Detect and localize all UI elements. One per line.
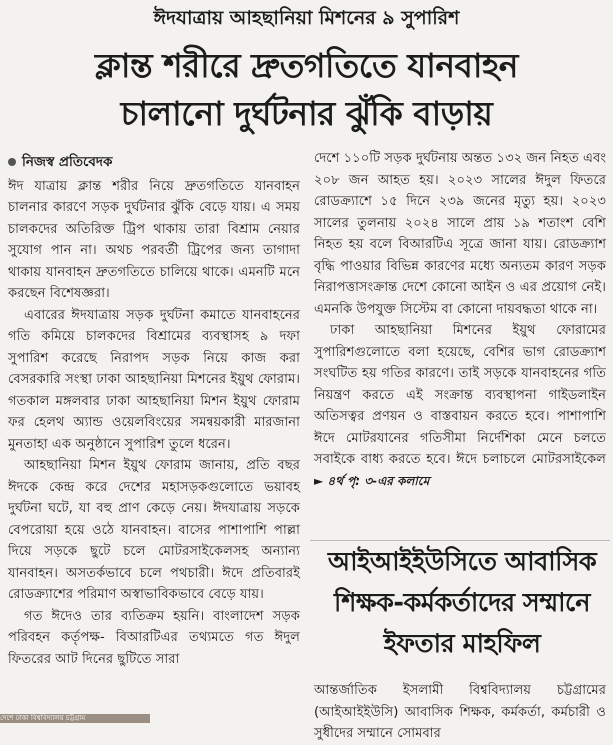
continued-text: ৪র্থ পৃ: ৩-এর কলামে [327,473,430,488]
byline-text: নিজস্ব প্রতিবেদক [22,154,113,170]
second-article-headline [316,542,608,665]
headline2-line-3: ইফতার মাহফিল [383,629,541,659]
paragraph-text: ঢাকা আহছানিয়া মিশনের ইয়ুথ ফোরামের সুপারিশগুলোতে বলা হয়েছে, বেশির ভাগ রোডক্র্যাশ সংঘটিত হয় গতির কারণে। তাই সড়কে যানবাহনের গতি নিয়ন্ত্রণ করতে এই সংক্রান্ত ব্যবস্থাপনা গাইডলাইন অতিসত্বর প্রণয়ন ও বাস্তবায়ন করতে হবে। পাশাপাশি ঈদে মোটরযানের গতিসীমা নির্দেশিকা মেনে চলতে সবাইকে বাধ্য করতে হবে। ঈদে চলাচলে মোটরসাইকেল [314,323,606,467]
article-divider [310,540,610,541]
paragraph: আহছানিয়া মিশন ইয়ুথ ফোরাম জানায়, প্রতি বছর ঈদকে কেন্দ্র করে দেশের মহাসড়কগুলোতে ভয়াবহ দুর্ঘটনা ঘটে, যা বহু প্রাণ কেড়ে নেয়। ঈদযাত্রায় সড়কে বেপরোয়া হয়ে ওঠে যানবাহন। বাসের পাশাপাশি পাল্লা দিয়ে সড়কে ছুটে চলে মোটরসাইকেলসহ অন্যান্য যানবাহন। অসতর্কভাবে চলে পথচারী। ঈদে প্রতিবারই রোডক্র্যাশের পরিমাণ অস্বাভাবিকভাবে বেড়ে যায়। [8,458,300,602]
paragraph: গত ঈদেও তার ব্যতিক্রম হয়নি। বাংলাদেশ সড়ক পরিবহন কর্তৃপক্ষ- বিআরটিএর তথ্যমতে গত ঈদুল ফিতরের আট দিনের ছুটিতে সারা [8,608,300,667]
paragraph [314,320,606,492]
triangle-right-icon: ► [314,473,324,488]
headline2-line-2: শিক্ষক-কর্মকর্তাদের সম্মানে [333,588,591,618]
continued-marker [314,474,429,488]
bullet-icon [8,158,16,166]
headline-line-2: চালানো দুর্ঘটনার ঝুঁকি বাড়ায় [120,94,493,133]
paragraph: ঈদ যাত্রায় ক্লান্ত শরীর নিয়ে দ্রুতগতিতে যানবাহন চালনার কারণে সড়ক দুর্ঘটনার ঝুঁকি বেড়ে যায়। এ সময় চালকদের অতিরিক্ত ট্রিপ থাকায় তারা বিশ্রাম নেয়ার সুযোগ পান না। অথচ পরবর্তী ট্রিপের জন্য তাগাদা থাকায় যানবাহন দ্রুতগতিতে চালিয়ে থাকে। এমনটি মনে করছেন বিশেষজ্ঞরা। [8,178,300,301]
article-column-right [314,148,606,533]
second-article-body [314,680,606,741]
paragraph: দেশে ১১০টি সড়ক দুর্ঘটনায় অন্তত ১৩২ জন নিহত এবং ২০৮ জন আহত হয়। ২০২৩ সালের ঈদুল ফিতরে রোডক্র্যাশে ১৫ দিনে ২৩৯ জনের মৃত্যু হয়। ২০২৩ সালের তুলনায় ২০২৪ সালে প্রায় ১৯ শতাংশ বেশি নিহত হয় বলে বিআরটিএ সূত্রে জানা যায়। রোডক্র্যাশ বৃদ্ধি পাওয়ার বিভিন্ন কারণের মধ্যে অন্যতম কারণ সড়ক নিরাপত্তাসংক্রান্ত দেশে কোনো আইন ও এর প্রয়োগ নেই। এমনকি উপযুক্ত সিস্টেম বা কোনো দায়বদ্ধতা থাকে না। [314,151,606,317]
paragraph: এবারের ঈদযাত্রায় সড়ক দুর্ঘটনা কমাতে যানবাহনের গতি কমিয়ে চালকদের বিশ্রামের ব্যবস্থাসহ ৯ দফা সুপারিশ করেছে নিরাপদ সড়ক নিয়ে কাজ করা বেসরকারি সংস্থা ঢাকা আহছানিয়া মিশনের ইয়ুথ ফোরাম। গতকাল মঙ্গলবার ঢাকা আহছানিয়া মিশন ইয়ুথ ফোরাম ফর হেলথ অ্যান্ড ওয়েলবিংয়ের সমন্বয়কারী মারজানা মুনতাহা এক অনুষ্ঠানে সুপারিশ তুলে ধরেন। [8,307,300,452]
article-kicker: ঈদযাত্রায় আহছানিয়া মিশনের ৯ সুপারিশ [153,7,460,29]
paragraph: আন্তর্জাতিক ইসলামী বিশ্ববিদ্যালয় চট্টগ্রামের (আইআইইউসি) আবাসিক শিক্ষক, কর্মকর্তা, কর্মচারী ও সুধীদের সম্মানে সোমবার [314,683,606,741]
photo-caption-strip: দেশে ঢাকা বিশ্ববিদ্যালয় চট্টগ্রাম [0,714,150,723]
article-headline [10,42,603,138]
byline [8,152,300,174]
article-column-left [8,152,300,718]
headline-line-1: ক্লান্ত শরীরে দ্রুতগতিতে যানবাহন [94,46,518,85]
headline2-line-1: আইআইইউসিতে আবাসিক [327,547,597,577]
